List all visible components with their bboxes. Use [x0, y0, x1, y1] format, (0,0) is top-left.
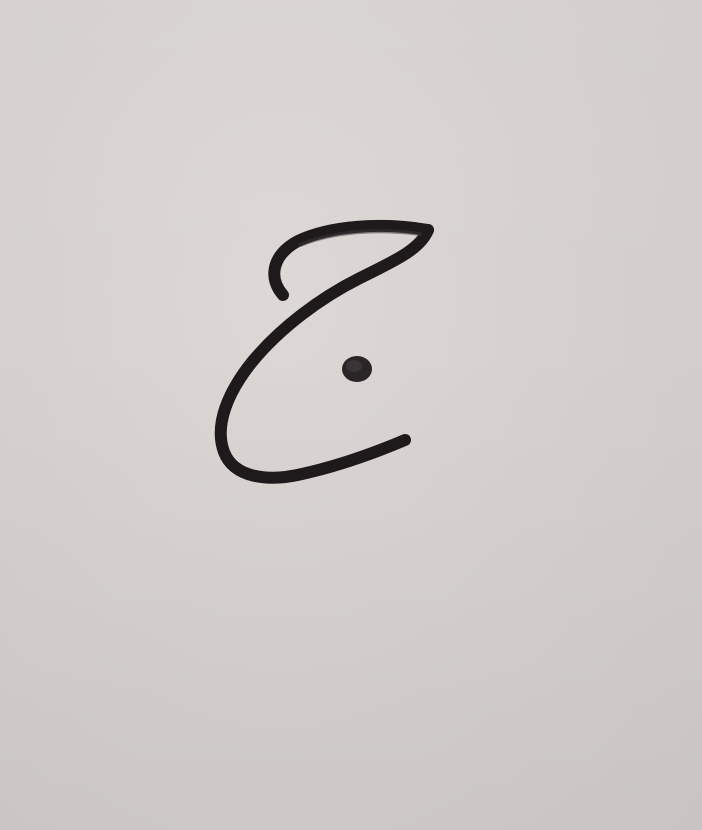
glyph-main-curve-stroke: [221, 230, 428, 478]
glyph-dot-texture: [346, 360, 362, 372]
